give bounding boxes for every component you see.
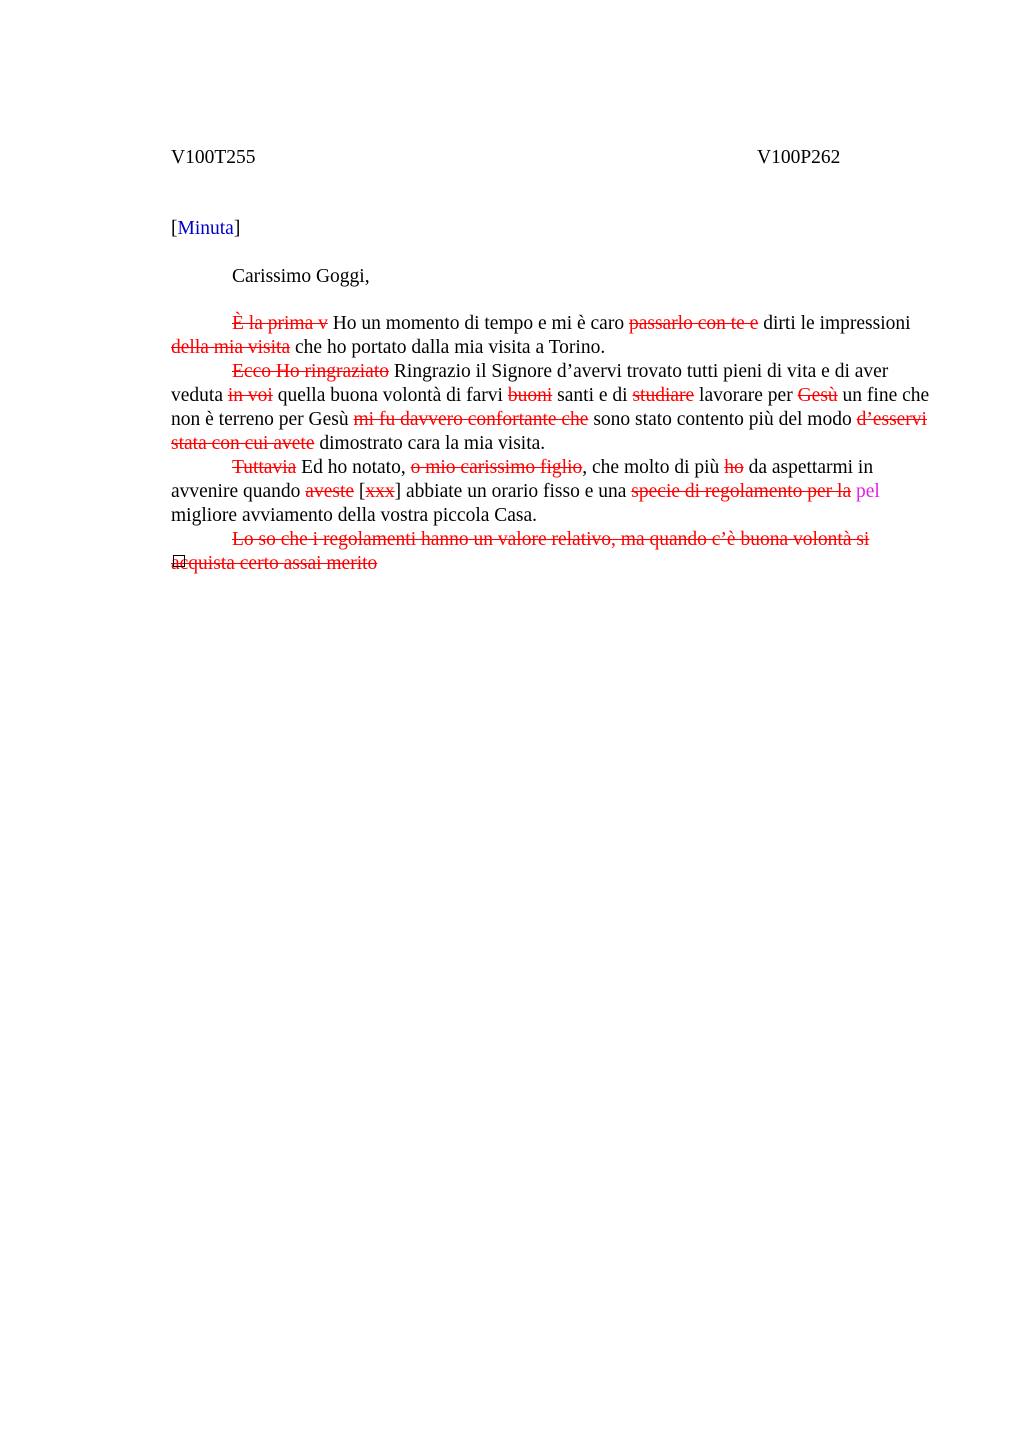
deleted-text: mi fu davvero confortante che	[353, 409, 589, 430]
deleted-text: È la prima v	[232, 313, 328, 334]
salutation: Carissimo Goggi,	[232, 266, 370, 287]
paragraph-1	[171, 312, 931, 360]
square-outline-icon	[173, 555, 185, 567]
paragraph-2	[171, 360, 931, 456]
tag-label: Minuta	[177, 218, 234, 239]
deleted-text: o mio carissimo figlio	[410, 457, 583, 478]
paragraph-3	[171, 456, 931, 528]
deleted-text: xxx	[365, 481, 395, 502]
text-segment: Ho un momento di tempo e mi è caro	[327, 313, 629, 334]
text-segment: dimostrato cara la mia visita.	[314, 433, 546, 454]
draft-tag	[171, 217, 240, 241]
deleted-text: della mia visita	[171, 337, 291, 358]
paragraph-4	[171, 528, 931, 576]
deleted-text: studiare	[632, 385, 695, 406]
text-segment: [	[354, 481, 366, 502]
deleted-text: specie di regolamento per la	[631, 481, 852, 502]
deleted-text: Gesù	[797, 385, 838, 406]
text-segment: dirti le impressioni	[758, 313, 911, 334]
deleted-text: Lo so che i regolamenti hanno un valore relativo, ma quando c’è buona volontà si acquista certo assai merito	[171, 529, 870, 574]
text-segment: da aspettarmi in avvenire quando	[171, 457, 874, 502]
deleted-text: d’esservi stata con cui avete	[171, 409, 927, 454]
deleted-text: buoni	[507, 385, 553, 406]
text-segment: santi e di	[552, 385, 633, 406]
text-segment: che ho portato dalla mia visita a Torino.	[290, 337, 606, 358]
text-segment: un fine che non è terreno per Gesù	[171, 385, 930, 430]
text-segment: Ed ho notato,	[296, 457, 411, 478]
deleted-text: ho	[724, 457, 744, 478]
added-text: pel	[856, 481, 880, 502]
tag-open-bracket: [	[171, 218, 178, 239]
text-segment: quella buona volontà di farvi	[272, 385, 508, 406]
text-segment: , che molto di più	[582, 457, 725, 478]
tag-close-bracket: ]	[233, 218, 241, 239]
text-segment: lavorare per	[694, 385, 798, 406]
deleted-text: passarlo con te e	[628, 313, 759, 334]
document-code-left: V100T255	[171, 147, 256, 168]
text-segment: ] abbiate un orario fisso e una	[394, 481, 632, 502]
document-code-right: V100P262	[757, 147, 841, 168]
deleted-text: aveste	[305, 481, 355, 502]
text-segment: Ringrazio il Signore d’avervi trovato tutti pieni di vita e di aver veduta	[171, 361, 889, 406]
deleted-text: Tuttavia	[232, 457, 297, 478]
deleted-text: Ecco Ho ringraziato	[232, 361, 390, 382]
text-segment: migliore avviamento della vostra piccola Casa.	[171, 505, 538, 526]
letter-body	[171, 312, 931, 576]
deleted-text: in voi	[227, 385, 273, 406]
text-segment: sono stato contento più del modo	[588, 409, 857, 430]
